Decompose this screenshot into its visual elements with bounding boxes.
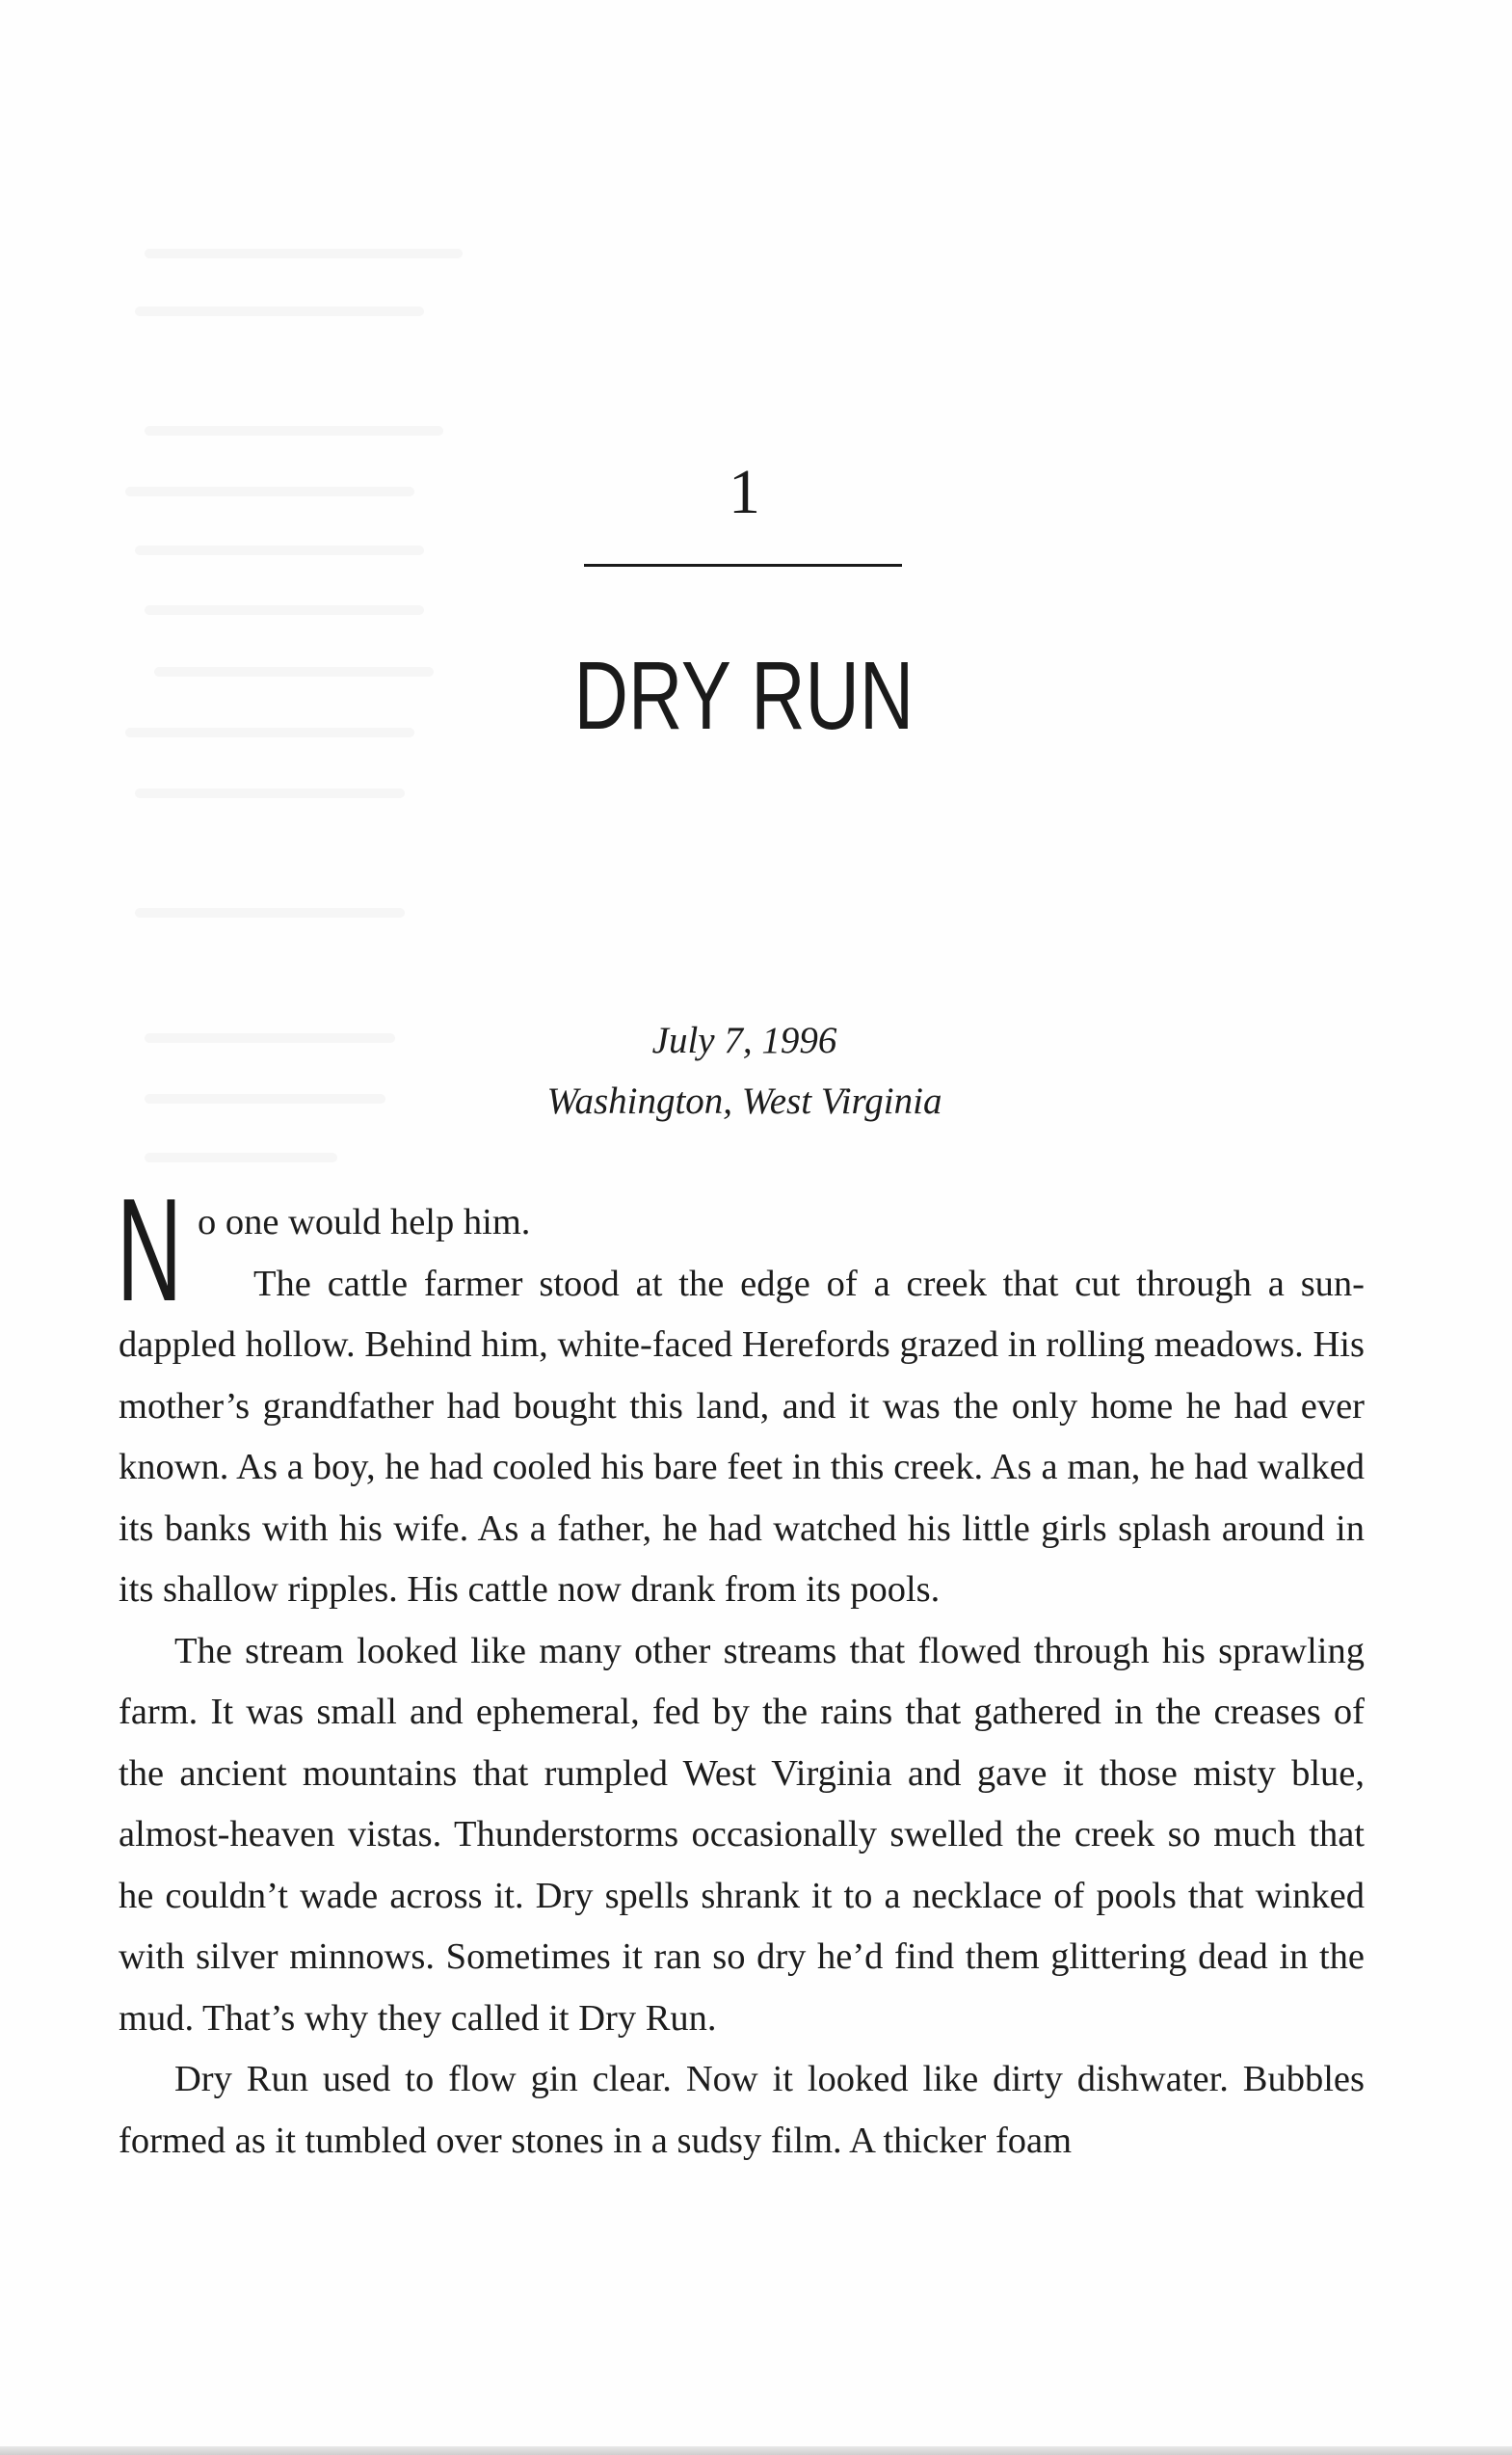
paragraph: The cattle farmer stood at the edge of a creek that cut through a sun-dappled hollow. Behind him, white-faced Herefords grazed in rolling meadows. His mother’s grandfather had bought this land, and it was the only home he had ever known. As a boy, he had cooled his bare feet in this creek. As a man, he had walked its banks with his wife. As a father, he had watched his little girls splash around in its shallow ripples. His cattle now drank from its pools.: [119, 1263, 1365, 1610]
bleed-through-mark: [135, 307, 424, 316]
dateline-date: July 7, 1996: [651, 1020, 837, 1061]
paragraph: Dry Run used to flow gin clear. Now it looked like dirty dishwater. Bubbles formed as it tumbled over stones in a sudsy film. A thicker foam: [119, 2059, 1365, 2161]
bleed-through-mark: [145, 249, 463, 258]
bleed-through-mark: [135, 788, 405, 798]
bleed-through-mark: [145, 1153, 337, 1162]
bleed-through-mark: [135, 908, 405, 918]
body-text: [117, 1168, 1365, 2172]
page-bottom-edge: [0, 2446, 1512, 2455]
chapter-title: DRY RUN: [573, 642, 915, 750]
chapter-divider-rule: [584, 564, 902, 567]
drop-cap: N: [117, 1168, 183, 1332]
paragraph: The stream looked like many other streams that flowed through his sprawling farm. It was small and ephemeral, fed by the rains that gathered in the creases of the ancient mountains that rumpled West Virginia and gave it those misty blue, almost-heaven vistas. Thunderstorms occasionally swelled the creek so much that he couldn’t wade across it. Dry spells shrank it to a necklace of pools that winked with silver minnows. Sometimes it ran so dry he’d find them glittering dead in the mud. That’s why they called it Dry Run.: [119, 1630, 1365, 2039]
bleed-through-mark: [145, 426, 443, 436]
bleed-through-mark: [145, 605, 424, 615]
opening-line: [117, 1168, 1365, 1332]
dateline-place: Washington, West Virginia: [546, 1081, 942, 1122]
bleed-through-mark: [135, 546, 424, 555]
chapter-number: 1: [729, 457, 760, 527]
opening-line-text: o one would help him.: [198, 1202, 531, 1242]
